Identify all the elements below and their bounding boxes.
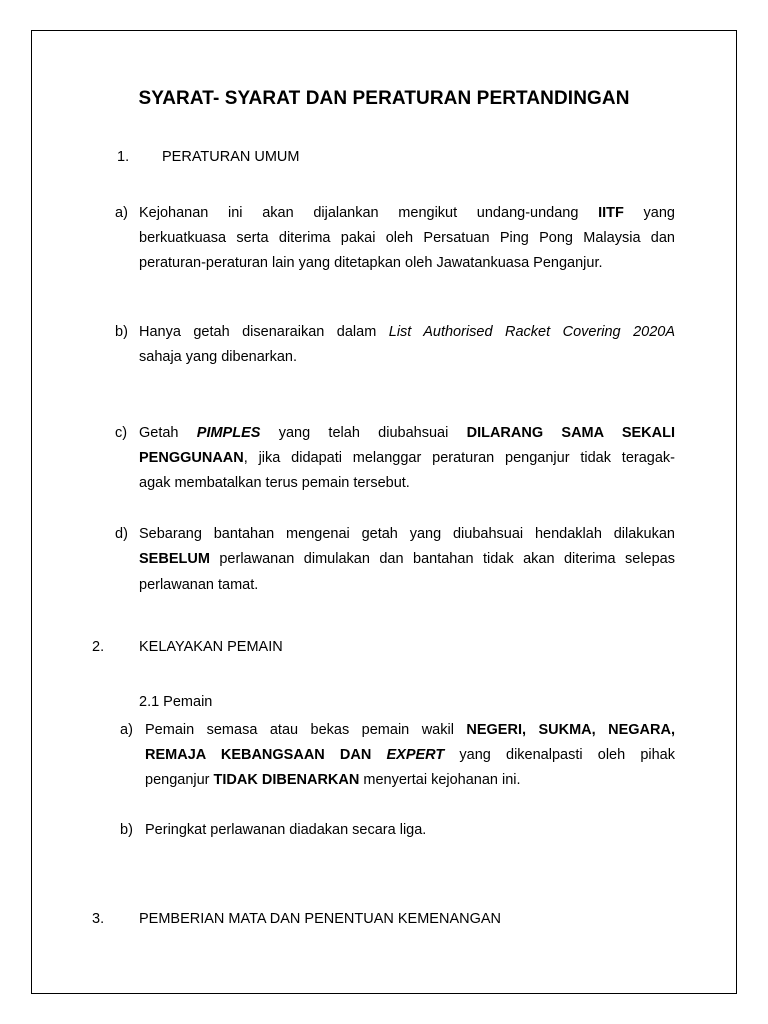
item-1c-marker: c) (115, 425, 128, 441)
item-1d-line-3: perlawanan tamat. (139, 577, 259, 593)
document-title: SYARAT- SYARAT DAN PERATURAN PERTANDINGAN (138, 88, 630, 109)
section-1-number: 1. (117, 149, 130, 165)
item-1a-line-1: Kejohanan ini akan dijalankan mengikut undang-undang IITF yang (139, 205, 675, 221)
item-1a-line-2: berkuatkuasa serta diterima pakai oleh Persatuan Ping Pong Malaysia dan (139, 230, 675, 246)
item-1d-line-1: Sebarang bantahan mengenai getah yang diubahsuai hendaklah dilakukan (139, 526, 675, 542)
section-2-number: 2. (92, 639, 105, 655)
item-2a-line-3: penganjur TIDAK DIBENARKAN menyertai kejohanan ini. (145, 772, 521, 788)
item-1c-line-3: agak membatalkan terus pemain tersebut. (139, 475, 410, 491)
item-1b-marker: b) (115, 324, 128, 340)
section-2-heading: KELAYAKAN PEMAIN (139, 639, 283, 655)
item-2a-line-2: REMAJA KEBANGSAAN DAN EXPERT yang dikenalpasti oleh pihak (145, 747, 675, 763)
item-1c-line-2: PENGGUNAAN, jika didapati melanggar peraturan penganjur tidak teragak- (139, 450, 675, 466)
section-1-heading: PERATURAN UMUM (162, 149, 300, 165)
item-1d-marker: d) (115, 526, 128, 542)
item-2a-marker: a) (120, 722, 133, 738)
subsection-2-1-heading: 2.1 Pemain (139, 694, 213, 710)
page-border (31, 30, 737, 994)
item-1c-line-1: Getah PIMPLES yang telah diubahsuai DILARANG SAMA SEKALI (139, 425, 675, 441)
item-2b-line-1: Peringkat perlawanan diadakan secara liga. (145, 822, 427, 838)
item-2b-marker: b) (120, 822, 133, 838)
item-2a-line-1: Pemain semasa atau bekas pemain wakil NEGERI, SUKMA, NEGARA, (145, 722, 675, 738)
item-1b-line-1: Hanya getah disenaraikan dalam List Authorised Racket Covering 2020A (139, 324, 676, 340)
section-3-heading: PEMBERIAN MATA DAN PENENTUAN KEMENANGAN (139, 911, 502, 927)
item-1b-line-2: sahaja yang dibenarkan. (139, 349, 298, 365)
item-1a-line-3: peraturan-peraturan lain yang ditetapkan oleh Jawatankuasa Penganjur. (139, 255, 603, 271)
item-1a-marker: a) (115, 205, 128, 221)
item-1d-line-2: SEBELUM perlawanan dimulakan dan bantahan tidak akan diterima selepas (139, 551, 675, 567)
section-3-number: 3. (92, 911, 105, 927)
